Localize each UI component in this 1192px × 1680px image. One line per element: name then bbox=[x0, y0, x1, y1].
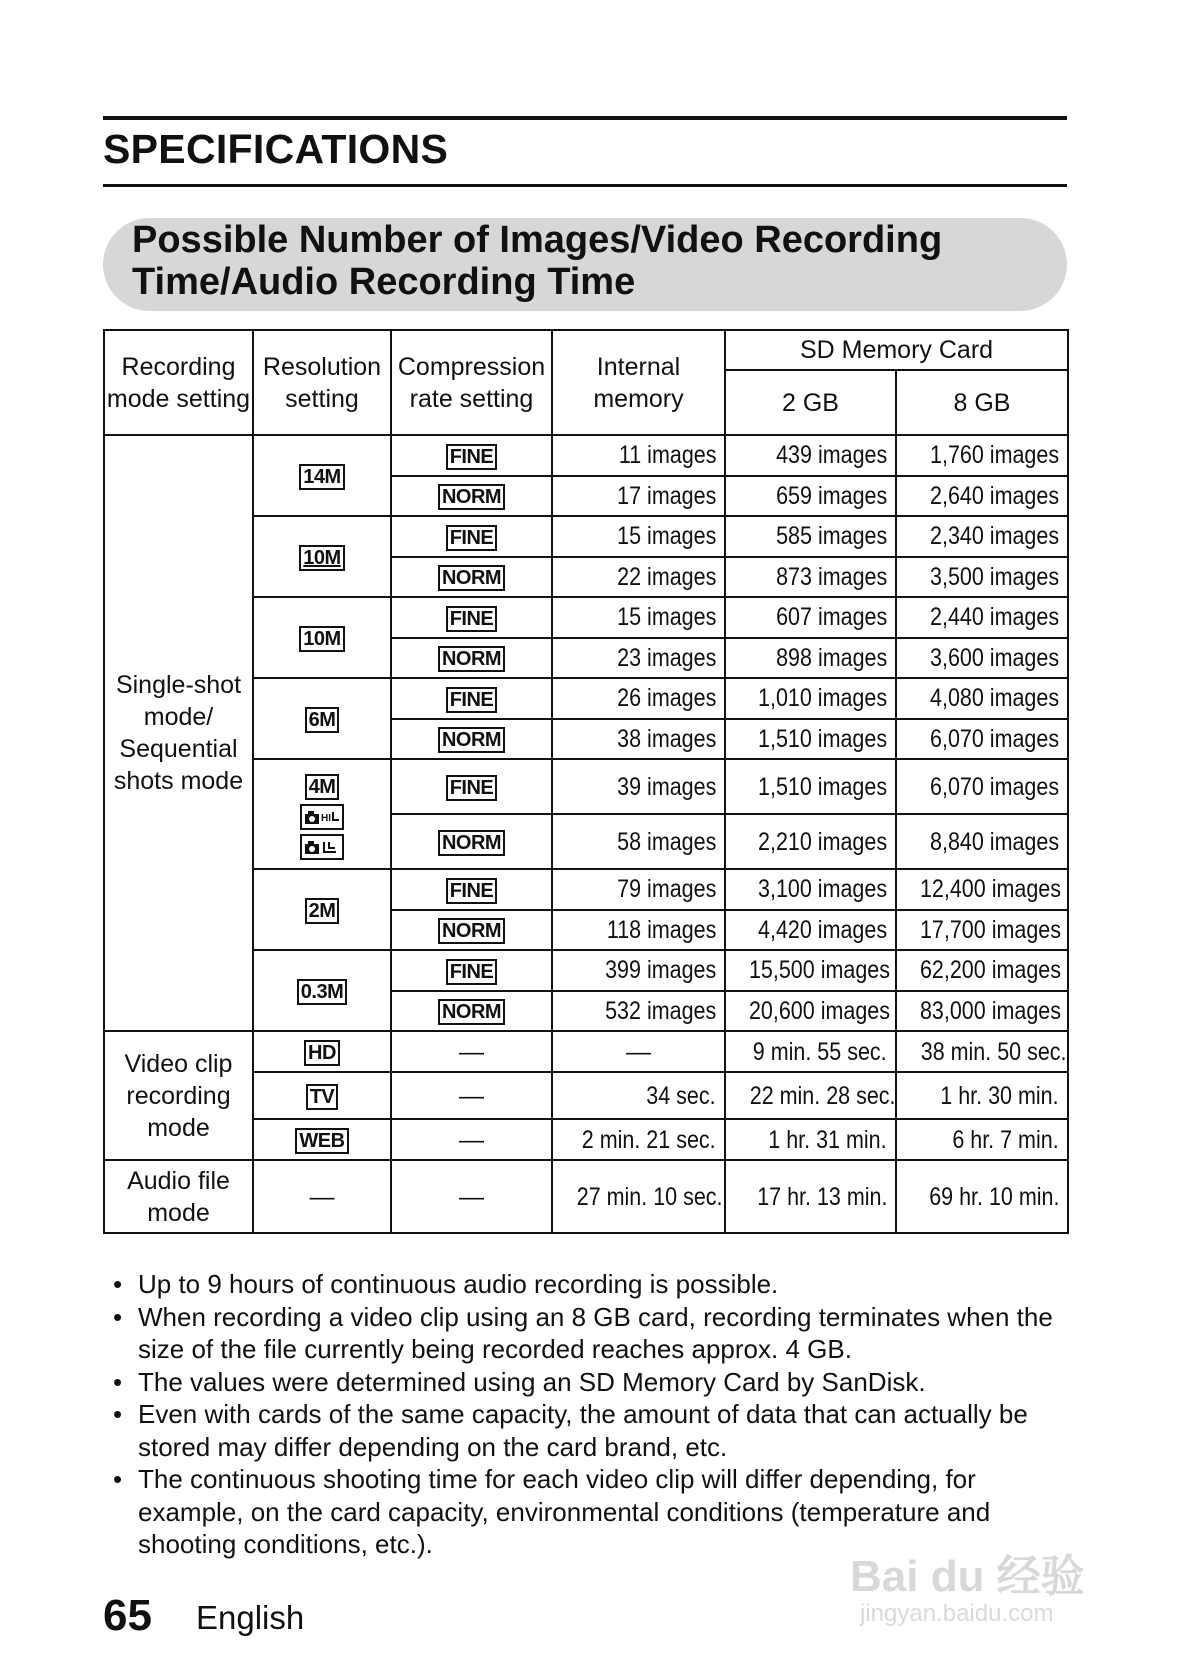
svg-text:HI: HI bbox=[321, 812, 331, 824]
resolution-cell bbox=[253, 759, 391, 869]
fine-badge: FINE bbox=[446, 444, 498, 470]
fine-badge: FINE bbox=[446, 687, 498, 713]
sd-2gb-cell: 3,100 images bbox=[725, 869, 896, 910]
table-header-row bbox=[104, 330, 1068, 370]
internal-cell: 15 images bbox=[552, 597, 725, 638]
resolution-badge: 6M bbox=[305, 707, 340, 733]
list-item: • The continuous shooting time for each video clip will differ depending, for example, on the card capacity, environmental conditions (temperature and shooting conditions, etc.). bbox=[113, 1464, 991, 1559]
resolution-cell bbox=[253, 516, 391, 597]
sd-2gb-cell: 2,210 images bbox=[725, 814, 896, 869]
norm-badge: NORM bbox=[438, 830, 505, 856]
norm-badge: NORM bbox=[438, 565, 505, 591]
sd-8gb-cell: 6 hr. 7 min. bbox=[896, 1119, 1068, 1160]
sd-2gb-cell: 17 hr. 13 min. bbox=[725, 1160, 896, 1233]
sd-2gb-cell: 1,510 images bbox=[725, 759, 896, 814]
sd-8gb-cell: 6,070 images bbox=[896, 759, 1068, 814]
sd-8gb-cell: 1 hr. 30 min. bbox=[896, 1072, 1068, 1119]
header-internal: Internal memory bbox=[552, 330, 725, 435]
sd-8gb-cell: 12,400 images bbox=[896, 869, 1068, 910]
sd-8gb-cell: 1,760 images bbox=[896, 435, 1068, 476]
internal-cell: 2 min. 21 sec. bbox=[552, 1119, 725, 1160]
header-2gb: 2 GB bbox=[725, 370, 896, 435]
section-title: SPECIFICATIONS bbox=[103, 126, 449, 172]
compression-cell bbox=[391, 638, 552, 679]
hd-badge: HD bbox=[304, 1040, 340, 1066]
internal-cell: 22 images bbox=[552, 557, 725, 598]
fine-badge: FINE bbox=[446, 606, 498, 632]
compression-cell bbox=[391, 991, 552, 1032]
internal-cell: 27 min. 10 sec. bbox=[552, 1160, 725, 1233]
sd-8gb-cell: 2,440 images bbox=[896, 597, 1068, 638]
bullet: • bbox=[113, 1464, 123, 1494]
sd-8gb-cell: 17,700 images bbox=[896, 910, 1068, 951]
sd-8gb-cell: 69 hr. 10 min. bbox=[896, 1160, 1068, 1233]
page-language: English bbox=[196, 1599, 305, 1636]
compression-cell: — bbox=[391, 1072, 552, 1119]
resolution-badge: 2M bbox=[305, 898, 340, 924]
compression-cell: — bbox=[391, 1031, 552, 1072]
table-row bbox=[104, 1160, 1068, 1233]
compression-cell: — bbox=[391, 1160, 552, 1233]
internal-cell: 39 images bbox=[552, 759, 725, 814]
banner-title: Possible Number of Images/Video Recording Time/Audio Recording Time bbox=[132, 219, 943, 303]
sd-8gb-cell: 3,500 images bbox=[896, 557, 1068, 598]
compression-cell bbox=[391, 516, 552, 557]
compression-cell bbox=[391, 950, 552, 991]
internal-cell: 532 images bbox=[552, 991, 725, 1032]
header-resolution: Resolution setting bbox=[253, 330, 391, 435]
compression-cell bbox=[391, 435, 552, 476]
fine-badge: FINE bbox=[446, 525, 498, 551]
sd-2gb-cell: 9 min. 55 sec. bbox=[725, 1031, 896, 1072]
sd-2gb-cell: 15,500 images bbox=[725, 950, 896, 991]
sd-8gb-cell: 6,070 images bbox=[896, 719, 1068, 760]
resolution-badge: 14M bbox=[299, 464, 344, 490]
compression-cell bbox=[391, 869, 552, 910]
table-row bbox=[104, 1031, 1068, 1072]
compression-cell bbox=[391, 910, 552, 951]
sd-8gb-cell: 83,000 images bbox=[896, 991, 1068, 1032]
norm-badge: NORM bbox=[438, 484, 505, 510]
tv-badge: TV bbox=[306, 1084, 339, 1110]
internal-cell: 17 images bbox=[552, 476, 725, 517]
internal-cell: 79 images bbox=[552, 869, 725, 910]
bullet: • bbox=[113, 1399, 123, 1429]
sd-2gb-cell: 585 images bbox=[725, 516, 896, 557]
single-shot-mode-label: Single-shot mode/ Sequential shots mode bbox=[104, 435, 253, 1031]
compression-cell bbox=[391, 814, 552, 869]
sd-8gb-cell: 4,080 images bbox=[896, 678, 1068, 719]
sequential-icon bbox=[300, 834, 344, 860]
sd-2gb-cell: 4,420 images bbox=[725, 910, 896, 951]
resolution-cell bbox=[253, 597, 391, 678]
header-8gb: 8 GB bbox=[896, 370, 1068, 435]
watermark-url: jingyan.baidu.com bbox=[860, 1600, 1054, 1627]
sd-2gb-cell: 439 images bbox=[725, 435, 896, 476]
internal-cell: — bbox=[552, 1031, 725, 1072]
resolution-badge: 10M bbox=[299, 545, 344, 571]
resolution-cell bbox=[253, 435, 391, 516]
resolution-cell bbox=[253, 869, 391, 950]
resolution-badge: 0.3M bbox=[297, 979, 347, 1005]
norm-badge: NORM bbox=[438, 646, 505, 672]
resolution-cell bbox=[253, 1031, 391, 1072]
fine-badge: FINE bbox=[446, 775, 498, 801]
watermark-logo: Bai du 经验 bbox=[850, 1552, 1085, 1601]
sd-2gb-cell: 898 images bbox=[725, 638, 896, 679]
audio-mode-label: Audio file mode bbox=[104, 1160, 253, 1233]
compression-cell bbox=[391, 476, 552, 517]
sd-8gb-cell: 8,840 images bbox=[896, 814, 1068, 869]
sd-2gb-cell: 1,510 images bbox=[725, 719, 896, 760]
bullet: • bbox=[113, 1366, 123, 1397]
sd-8gb-cell: 2,640 images bbox=[896, 476, 1068, 517]
internal-cell: 26 images bbox=[552, 678, 725, 719]
compression-cell bbox=[391, 759, 552, 814]
list-item: • The values were determined using an SD Memory Card by SanDisk. bbox=[113, 1366, 926, 1397]
resolution-cell: — bbox=[253, 1160, 391, 1233]
internal-cell: 38 images bbox=[552, 719, 725, 760]
sd-2gb-cell: 20,600 images bbox=[725, 991, 896, 1032]
compression-cell bbox=[391, 557, 552, 598]
sd-8gb-cell: 2,340 images bbox=[896, 516, 1068, 557]
internal-cell: 23 images bbox=[552, 638, 725, 679]
header-recording-mode: Recording mode setting bbox=[104, 330, 253, 435]
title-rule bbox=[103, 184, 1067, 187]
internal-cell: 15 images bbox=[552, 516, 725, 557]
bullet: • bbox=[113, 1301, 123, 1332]
web-badge: WEB bbox=[295, 1128, 348, 1154]
video-mode-label: Video clip recording mode bbox=[104, 1031, 253, 1160]
resolution-badge: 4M bbox=[305, 774, 340, 800]
sd-2gb-cell: 1 hr. 31 min. bbox=[725, 1119, 896, 1160]
internal-cell: 58 images bbox=[552, 814, 725, 869]
resolution-cell bbox=[253, 950, 391, 1031]
internal-cell: 118 images bbox=[552, 910, 725, 951]
sd-8gb-cell: 62,200 images bbox=[896, 950, 1068, 991]
fine-badge: FINE bbox=[446, 959, 498, 985]
norm-badge: NORM bbox=[438, 918, 505, 944]
sd-2gb-cell: 659 images bbox=[725, 476, 896, 517]
sd-8gb-cell: 38 min. 50 sec. bbox=[896, 1031, 1068, 1072]
page-number: 65 bbox=[103, 1591, 152, 1640]
sd-8gb-cell: 3,600 images bbox=[896, 638, 1068, 679]
internal-cell: 34 sec. bbox=[552, 1072, 725, 1119]
compression-cell bbox=[391, 678, 552, 719]
internal-cell: 399 images bbox=[552, 950, 725, 991]
resolution-cell bbox=[253, 1119, 391, 1160]
list-item: • Up to 9 hours of continuous audio recording is possible. bbox=[113, 1269, 779, 1299]
norm-badge: NORM bbox=[438, 727, 505, 753]
list-item: • When recording a video clip using an 8 GB card, recording terminates when the size of the file currently being recorded reaches approx. 4 GB. bbox=[113, 1301, 1053, 1364]
header-compression: Compression rate setting bbox=[391, 330, 552, 435]
sd-2gb-cell: 873 images bbox=[725, 557, 896, 598]
header-sd-card: SD Memory Card bbox=[725, 330, 1068, 370]
list-item: • Even with cards of the same capacity, the amount of data that can actually be stored may differ depending on the card brand, etc. bbox=[113, 1399, 1028, 1462]
compression-cell bbox=[391, 597, 552, 638]
compression-cell: — bbox=[391, 1119, 552, 1160]
compression-cell bbox=[391, 719, 552, 760]
top-rule bbox=[103, 116, 1067, 120]
norm-badge: NORM bbox=[438, 999, 505, 1025]
bullet: • bbox=[113, 1269, 123, 1299]
notes-list bbox=[113, 1268, 1073, 1561]
resolution-badge: 10M bbox=[299, 626, 344, 652]
spec-table bbox=[103, 329, 1069, 1234]
sd-2gb-cell: 1,010 images bbox=[725, 678, 896, 719]
sd-2gb-cell: 22 min. 28 sec. bbox=[725, 1072, 896, 1119]
resolution-cell bbox=[253, 678, 391, 759]
sd-2gb-cell: 607 images bbox=[725, 597, 896, 638]
internal-cell: 11 images bbox=[552, 435, 725, 476]
sequential-hi-icon bbox=[300, 804, 344, 830]
fine-badge: FINE bbox=[446, 878, 498, 904]
resolution-cell bbox=[253, 1072, 391, 1119]
table-row bbox=[104, 435, 1068, 476]
